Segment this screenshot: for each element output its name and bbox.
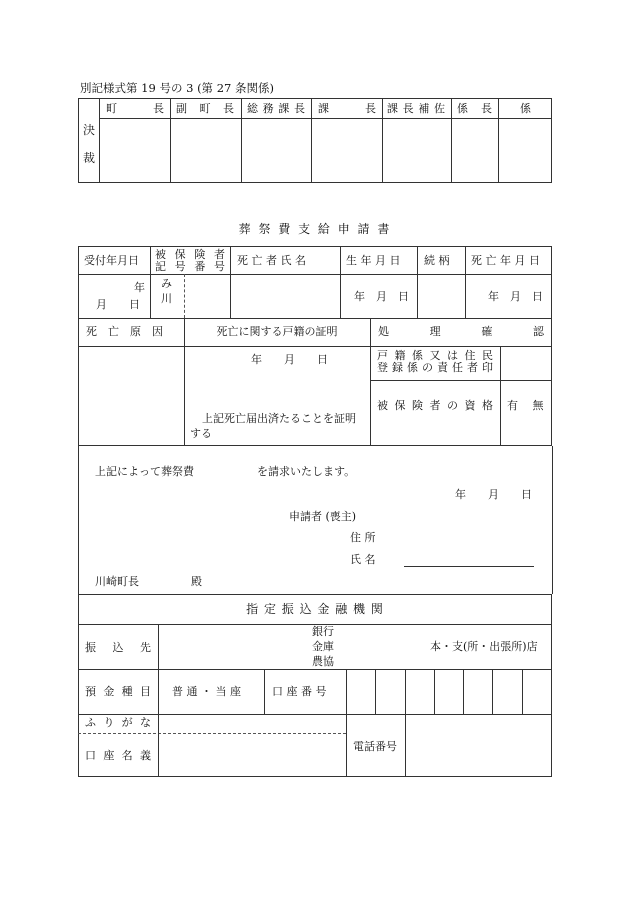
phone-label: 電話番号 [353, 740, 397, 753]
request-text-prefix: 上記によって葬祭費 [95, 465, 194, 478]
registry-date: 年 月 日 [251, 353, 328, 366]
institution-bank: 銀行 [312, 625, 334, 638]
honorific: 殿 [191, 575, 202, 588]
approval-col-general-affairs: 総務課長 [247, 102, 305, 115]
header-relationship: 続 柄 [424, 254, 450, 267]
received-year: 年 [134, 281, 145, 294]
cause-of-death-label: 死 亡 原 因 [86, 325, 163, 338]
received-month-day: 月 日 [96, 298, 140, 311]
addressee: 川崎町長 [95, 575, 139, 588]
registry-official-1: 戸 籍 係 又 は 住 民 [377, 349, 493, 362]
request-text-suffix: を請求いたします。 [257, 465, 356, 478]
request-date: 年 月 日 [455, 488, 532, 501]
birth-ymd: 年 月 日 [354, 290, 409, 303]
header-received-date: 受付年月日 [84, 254, 139, 267]
approval-side-label-1: 決 [83, 123, 96, 137]
insured-prefix-2: 川 [161, 292, 172, 305]
header-deceased-name: 死 亡 者 氏 名 [237, 254, 306, 267]
approval-col-assistant-chief: 課長補佐 [387, 102, 445, 115]
bank-heading: 指 定 振 込 金 融 機 関 [246, 602, 384, 616]
header-insured-number-1: 被 保 険 者 [155, 248, 225, 261]
form-label: 別記様式第 19 号の 3 (第 27 条関係) [80, 81, 274, 95]
document-title: 葬 祭 費 支 給 申 請 書 [238, 222, 392, 236]
qualification-value: 有 無 [507, 399, 544, 412]
registry-certificate-label: 死亡に関する戸籍の証明 [216, 325, 338, 338]
qualification-label: 被 保 険 者 の 資 格 [377, 399, 493, 412]
account-holder-label: 口 座 名 義 [85, 749, 151, 762]
deposit-type-label: 預 金 種 目 [85, 685, 151, 698]
processing-confirmation-label: 処 理 確 認 [378, 325, 544, 338]
branch-label: 本・支(所・出張所)店 [430, 640, 538, 653]
institution-shinkin: 金庫 [312, 640, 334, 653]
furigana-label: ふ り が な [85, 716, 151, 729]
approval-col-vice-mayor: 副 町 長 [176, 102, 234, 115]
account-number-label: 口 座 番 号 [272, 685, 327, 698]
registry-official-2: 登 録 係 の 責 任 者 印 [377, 361, 493, 374]
address-label: 住 所 [350, 531, 376, 544]
institution-agri: 農協 [312, 655, 334, 668]
name-label: 氏 名 [350, 553, 376, 566]
approval-col-staff: 係 [520, 102, 531, 115]
applicant-label: 申請者 (喪主) [289, 510, 357, 523]
header-insured-number-2: 記 号 番 号 [155, 260, 225, 273]
approval-side-label-2: 裁 [83, 151, 96, 165]
name-underline [404, 566, 534, 567]
approval-col-section-chief: 課 長 [318, 102, 376, 115]
approval-col-unit-chief: 係 長 [457, 102, 492, 115]
header-death-date: 死 亡 年 月 日 [471, 254, 540, 267]
header-birth-date: 生 年 月 日 [346, 254, 401, 267]
death-ymd: 年 月 日 [488, 290, 543, 303]
certify-text-1: 上記死亡届出済たることを証明 [202, 412, 356, 425]
certify-text-2: する [190, 427, 212, 440]
insured-prefix-1: み [161, 277, 172, 290]
approval-col-mayor: 町 長 [106, 102, 164, 115]
deposit-type-value: 普 通 ・ 当 座 [172, 685, 241, 698]
transfer-label: 振 込 先 [85, 641, 151, 654]
